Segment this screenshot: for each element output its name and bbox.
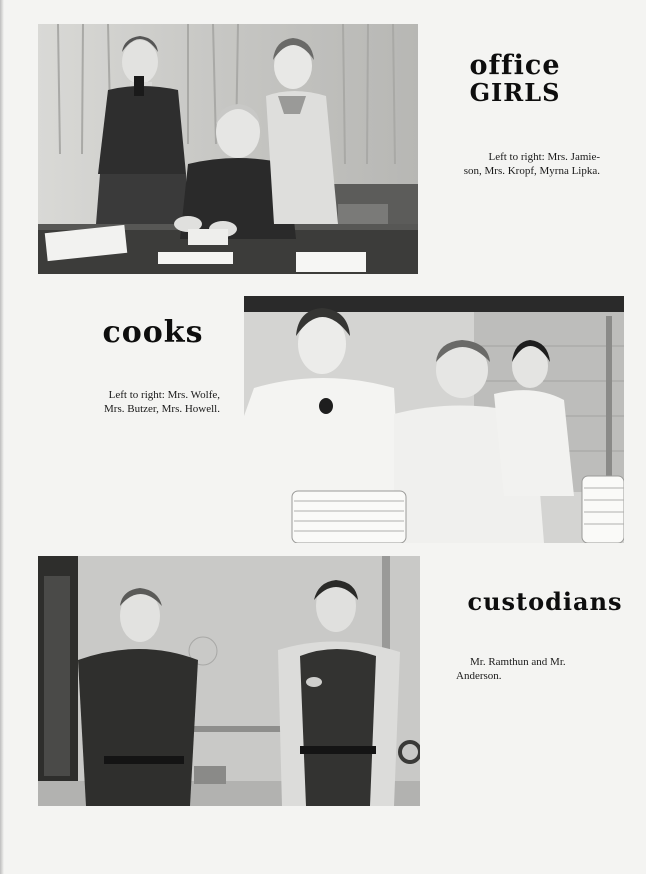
cooks-heading	[98, 315, 208, 350]
cooks-heading-text: cooks	[102, 315, 204, 350]
cooks-caption-line1: Left to right: Mrs. Wolfe,	[108, 389, 220, 401]
office-girls-caption	[440, 150, 600, 178]
custodians-photo	[38, 556, 420, 806]
office-girls-heading-line2: GIRLS	[469, 78, 561, 107]
office-girls-caption-line2: son, Mrs. Kropf, Myrna Lipka.	[463, 165, 600, 177]
custodians-caption	[456, 655, 616, 683]
office-girls-heading-line1: office	[469, 50, 561, 81]
cooks-photo	[244, 296, 624, 543]
cooks-caption	[72, 388, 220, 416]
cooks-caption-line2: Mrs. Butzer, Mrs. Howell.	[104, 403, 220, 415]
page-binding-edge	[0, 0, 4, 874]
custodians-caption-line1: Mr. Ramthun and Mr.	[470, 656, 566, 668]
custodians-heading-text: custodians	[467, 587, 623, 616]
custodians-heading	[452, 587, 638, 616]
office-girls-caption-line1: Left to right: Mrs. Jamie-	[488, 151, 600, 163]
office-girls-heading	[455, 52, 575, 106]
office-girls-photo	[38, 24, 418, 274]
custodians-caption-line2: Anderson.	[456, 670, 502, 682]
